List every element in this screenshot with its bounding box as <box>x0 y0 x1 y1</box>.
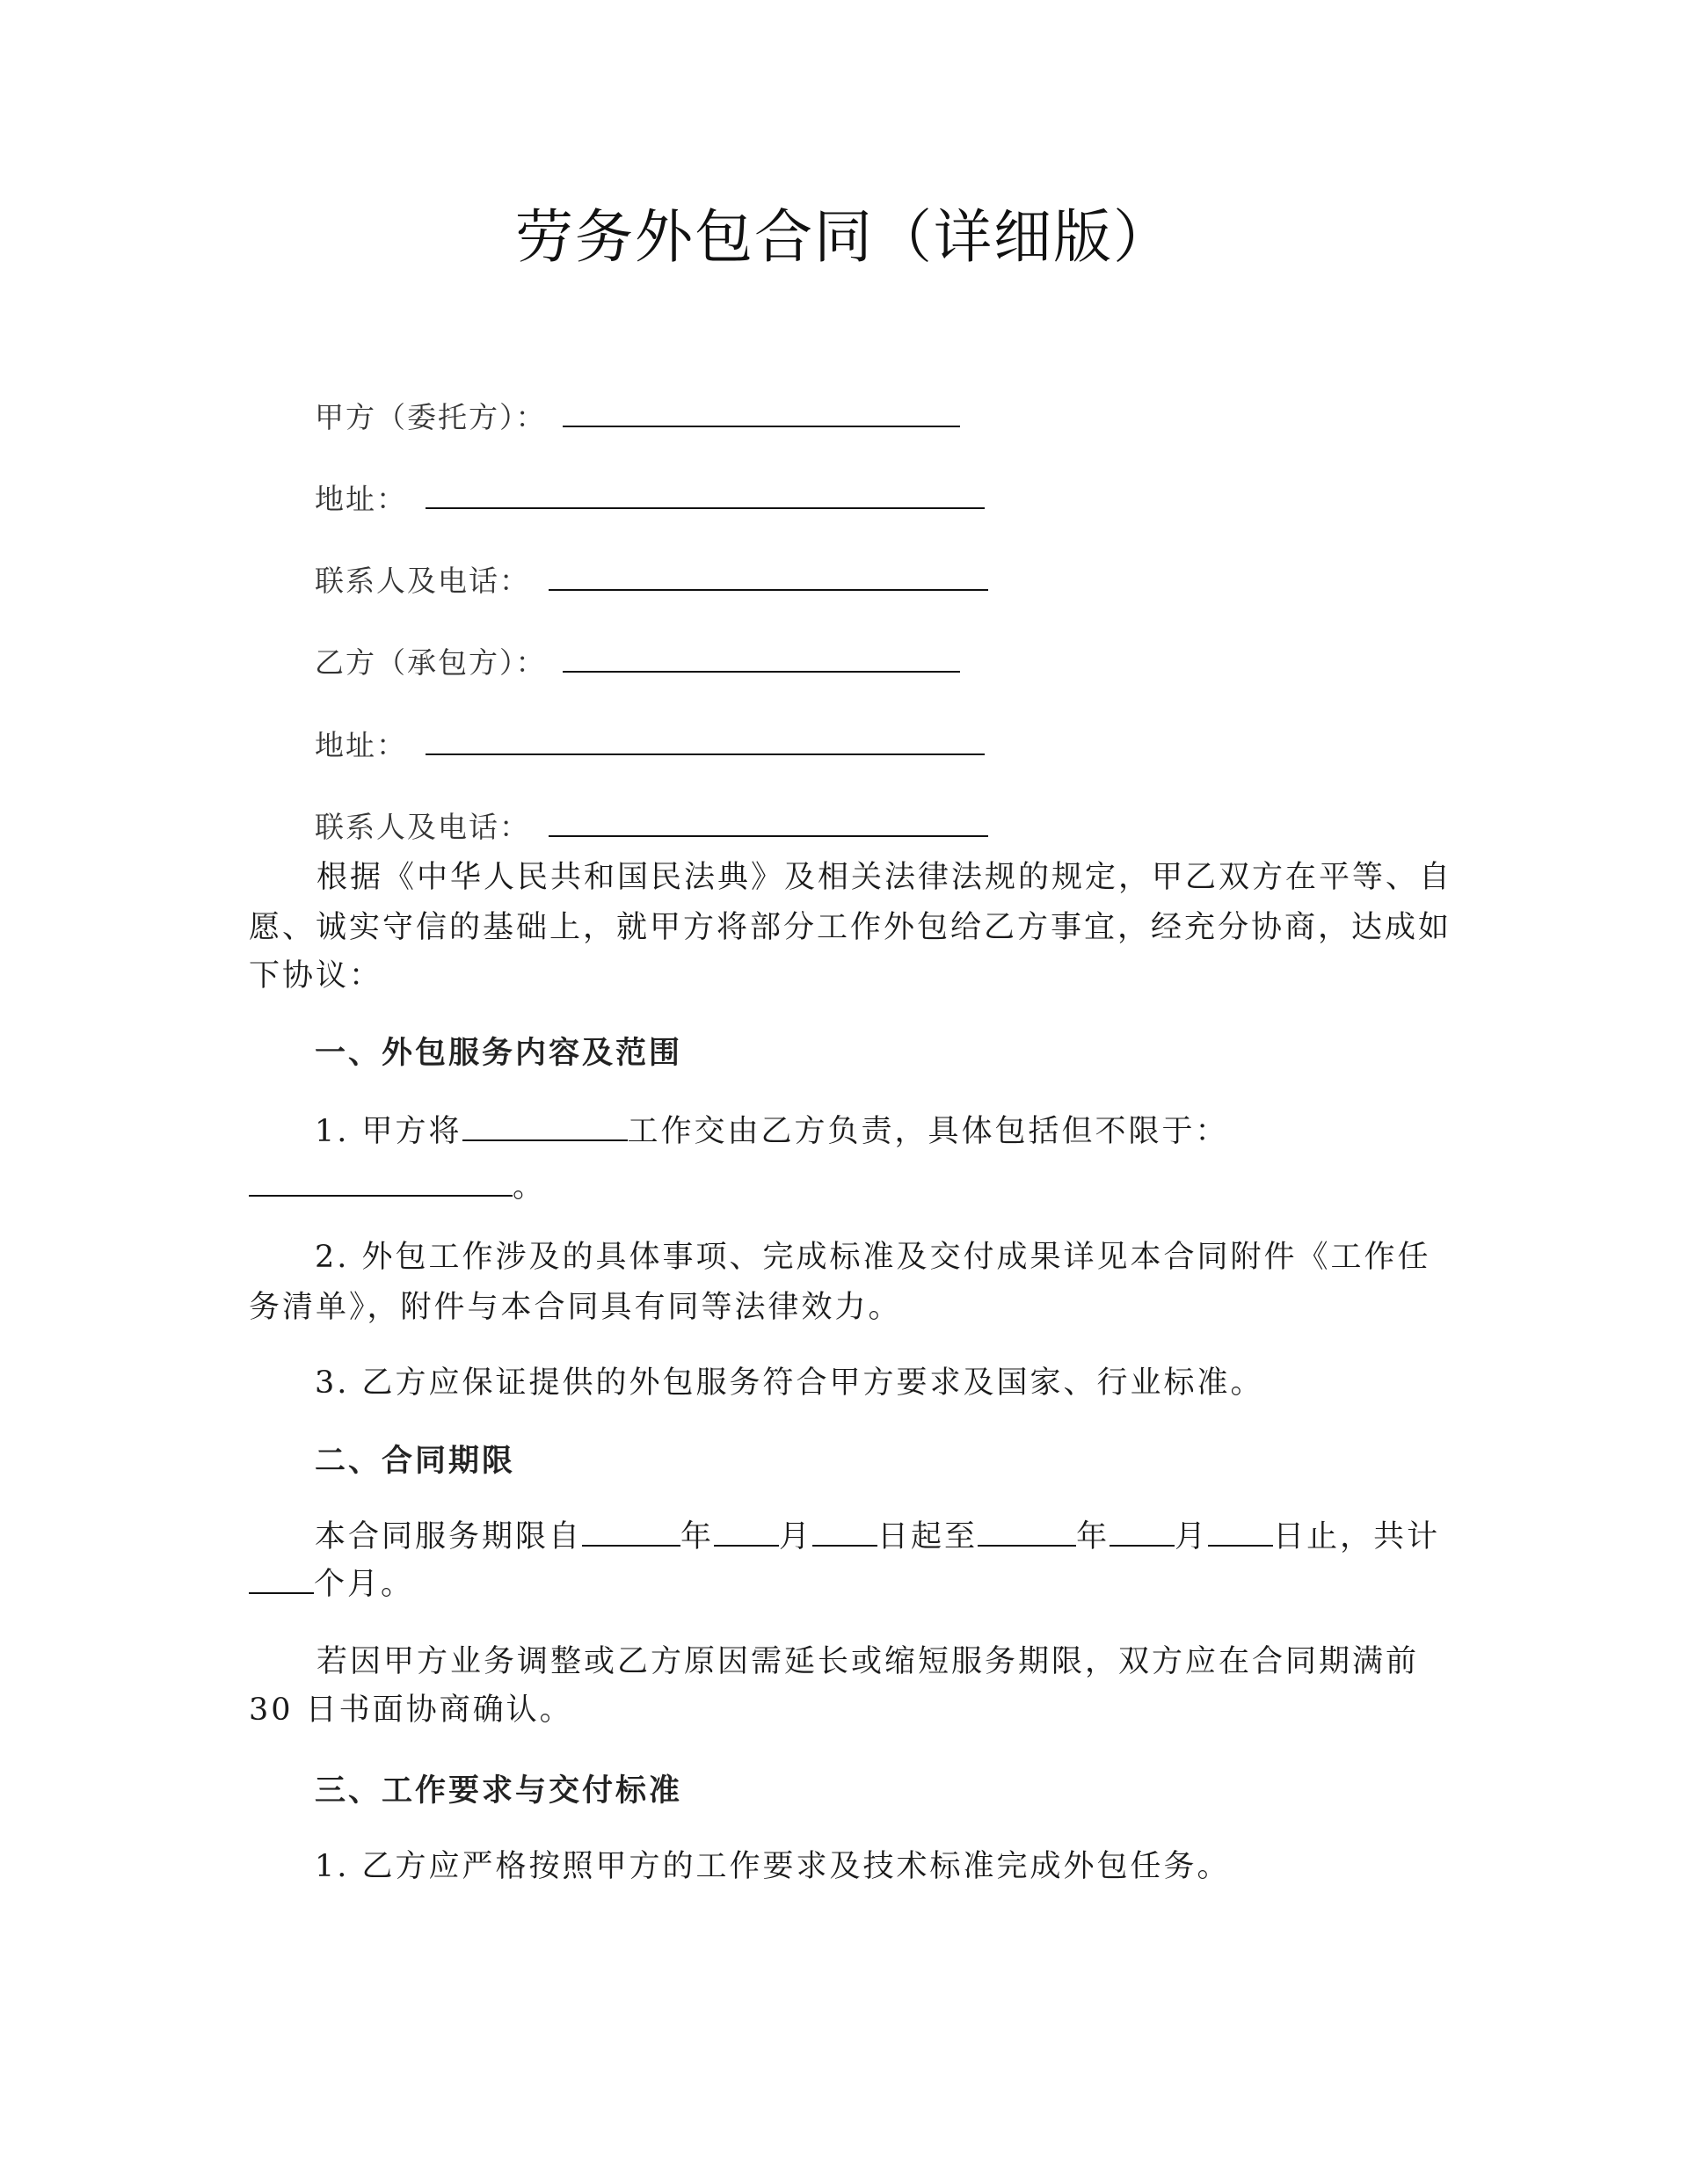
document-title: 劳务外包合同（详细版） <box>515 203 1173 271</box>
term-adjust-line-1: 若因甲方业务调整或乙方原因需延长或缩短服务期限，双方应在合同期满前 <box>316 1644 1420 1679</box>
term-text: 日起至 <box>877 1519 979 1554</box>
party-a-contact-field <box>315 562 988 601</box>
party-b-contact-field <box>315 808 988 847</box>
blank-underline[interactable] <box>563 399 960 427</box>
party-b-name-field <box>315 644 960 682</box>
section-1-item-2-line-1: 2. 外包工作涉及的具体事项、完成标准及交付成果详见本合同附件《工作任 <box>315 1240 1431 1275</box>
term-text: 年 <box>1076 1519 1110 1554</box>
start-year-blank[interactable] <box>582 1518 680 1547</box>
section-1-heading: 一、外包服务内容及范围 <box>315 1036 683 1071</box>
section-3-heading: 三、工作要求与交付标准 <box>315 1773 683 1809</box>
preamble-line-2: 愿、诚实守信的基础上，就甲方将部分工作外包给乙方事宜，经充分协商，达成如 <box>249 910 1452 945</box>
end-year-blank[interactable] <box>978 1518 1076 1547</box>
field-label: 联系人及电话： <box>315 564 530 598</box>
field-label: 联系人及电话： <box>315 810 530 844</box>
party-a-address-field <box>315 480 985 519</box>
blank-underline[interactable] <box>426 481 985 509</box>
field-label: 甲方（委托方）： <box>315 400 547 434</box>
end-day-blank[interactable] <box>1208 1518 1273 1547</box>
blank-underline[interactable] <box>426 727 985 755</box>
term-text: 日止，共计 <box>1273 1519 1441 1554</box>
section-3-item-1: 1. 乙方应严格按照甲方的工作要求及技术标准完成外包任务。 <box>315 1849 1231 1884</box>
party-b-address-field <box>315 726 985 765</box>
blank-underline[interactable] <box>549 563 988 591</box>
start-day-blank[interactable] <box>812 1518 877 1547</box>
blank-underline[interactable] <box>249 1168 513 1197</box>
section-2-heading: 二、合同期限 <box>315 1444 516 1479</box>
item-1-suffix: 工作交由乙方负责，具体包括但不限于： <box>627 1114 1229 1149</box>
blank-underline[interactable] <box>549 809 988 837</box>
party-a-name-field <box>315 398 960 437</box>
preamble-line-1: 根据《中华人民共和国民法典》及相关法律法规的规定，甲乙双方在平等、自 <box>316 860 1453 895</box>
section-1-item-2-line-2: 务清单》，附件与本合同具有同等法律效力。 <box>249 1290 902 1325</box>
field-label: 地址： <box>315 728 407 762</box>
section-1-item-1-line-2 <box>249 1168 546 1206</box>
item-1-end: 。 <box>513 1169 547 1205</box>
term-text: 个月。 <box>314 1567 415 1602</box>
start-month-blank[interactable] <box>714 1518 779 1547</box>
section-1-item-1 <box>315 1112 1229 1151</box>
contract-term-line-1 <box>315 1518 1440 1556</box>
preamble-line-3: 下协议： <box>249 958 383 994</box>
section-1-item-3: 3. 乙方应保证提供的外包服务符合甲方要求及国家、行业标准。 <box>315 1365 1264 1401</box>
item-1-prefix: 1. 甲方将 <box>315 1114 462 1149</box>
blank-underline[interactable] <box>462 1113 628 1141</box>
term-text: 本合同服务期限自 <box>315 1519 583 1554</box>
term-adjust-line-2: 30 日书面协商确认。 <box>249 1693 573 1728</box>
term-text: 年 <box>680 1519 715 1554</box>
blank-underline[interactable] <box>563 644 960 673</box>
contract-term-line-2 <box>249 1565 414 1604</box>
field-label: 乙方（承包方）： <box>315 645 547 680</box>
end-month-blank[interactable] <box>1110 1518 1175 1547</box>
term-text: 月 <box>779 1519 813 1554</box>
field-label: 地址： <box>315 482 407 516</box>
term-text: 月 <box>1175 1519 1209 1554</box>
total-months-blank[interactable] <box>249 1566 314 1594</box>
